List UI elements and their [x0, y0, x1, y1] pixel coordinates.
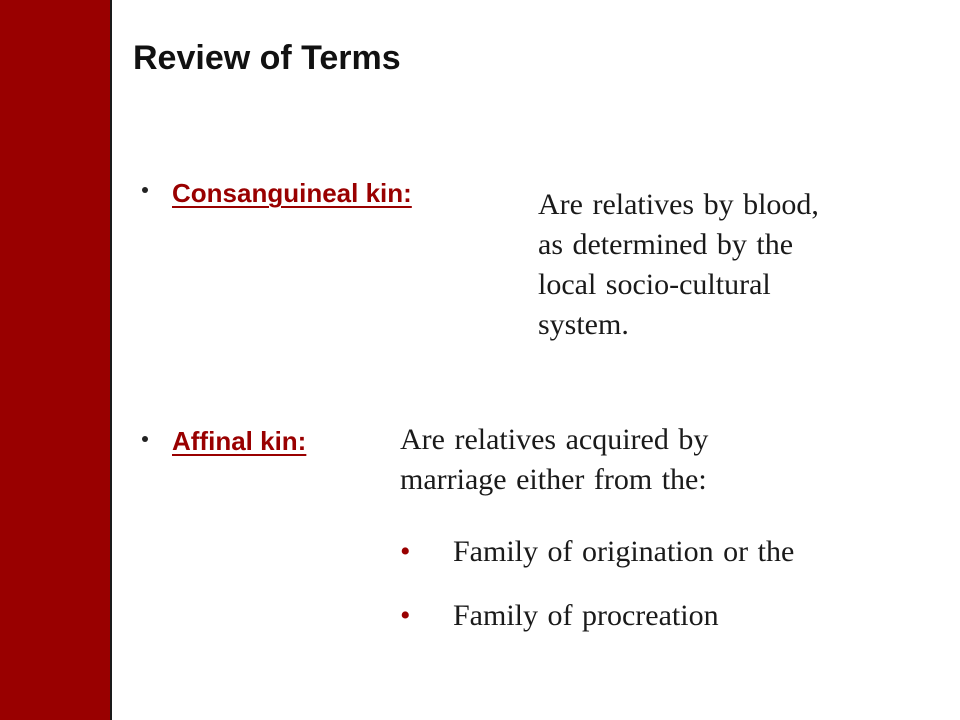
- bullet-icon: •: [400, 535, 411, 568]
- definition-line: Are relatives acquired by: [400, 423, 709, 456]
- term-consanguineal: Consanguineal kin:: [172, 178, 412, 208]
- definition-line: marriage either from the:: [400, 463, 707, 496]
- definition-line: as determined by the: [538, 228, 794, 261]
- definition-line: local socio-cultural: [538, 268, 771, 301]
- definition-line: system.: [538, 308, 629, 341]
- definition-affinal: [400, 420, 708, 500]
- definition-line: Are relatives by blood,: [538, 188, 819, 221]
- sub-item-text: Family of procreation: [453, 599, 719, 632]
- bullet-dot: [142, 187, 148, 193]
- slide-title: Review of Terms: [133, 39, 401, 77]
- slide-sidebar-bar: [0, 0, 112, 720]
- sub-item-text: Family of origination or the: [453, 535, 795, 568]
- definition-consanguineal: [538, 185, 819, 345]
- term-affinal: Affinal kin:: [172, 426, 307, 456]
- bullet-icon: •: [400, 599, 411, 632]
- bullet-dot: [142, 436, 148, 442]
